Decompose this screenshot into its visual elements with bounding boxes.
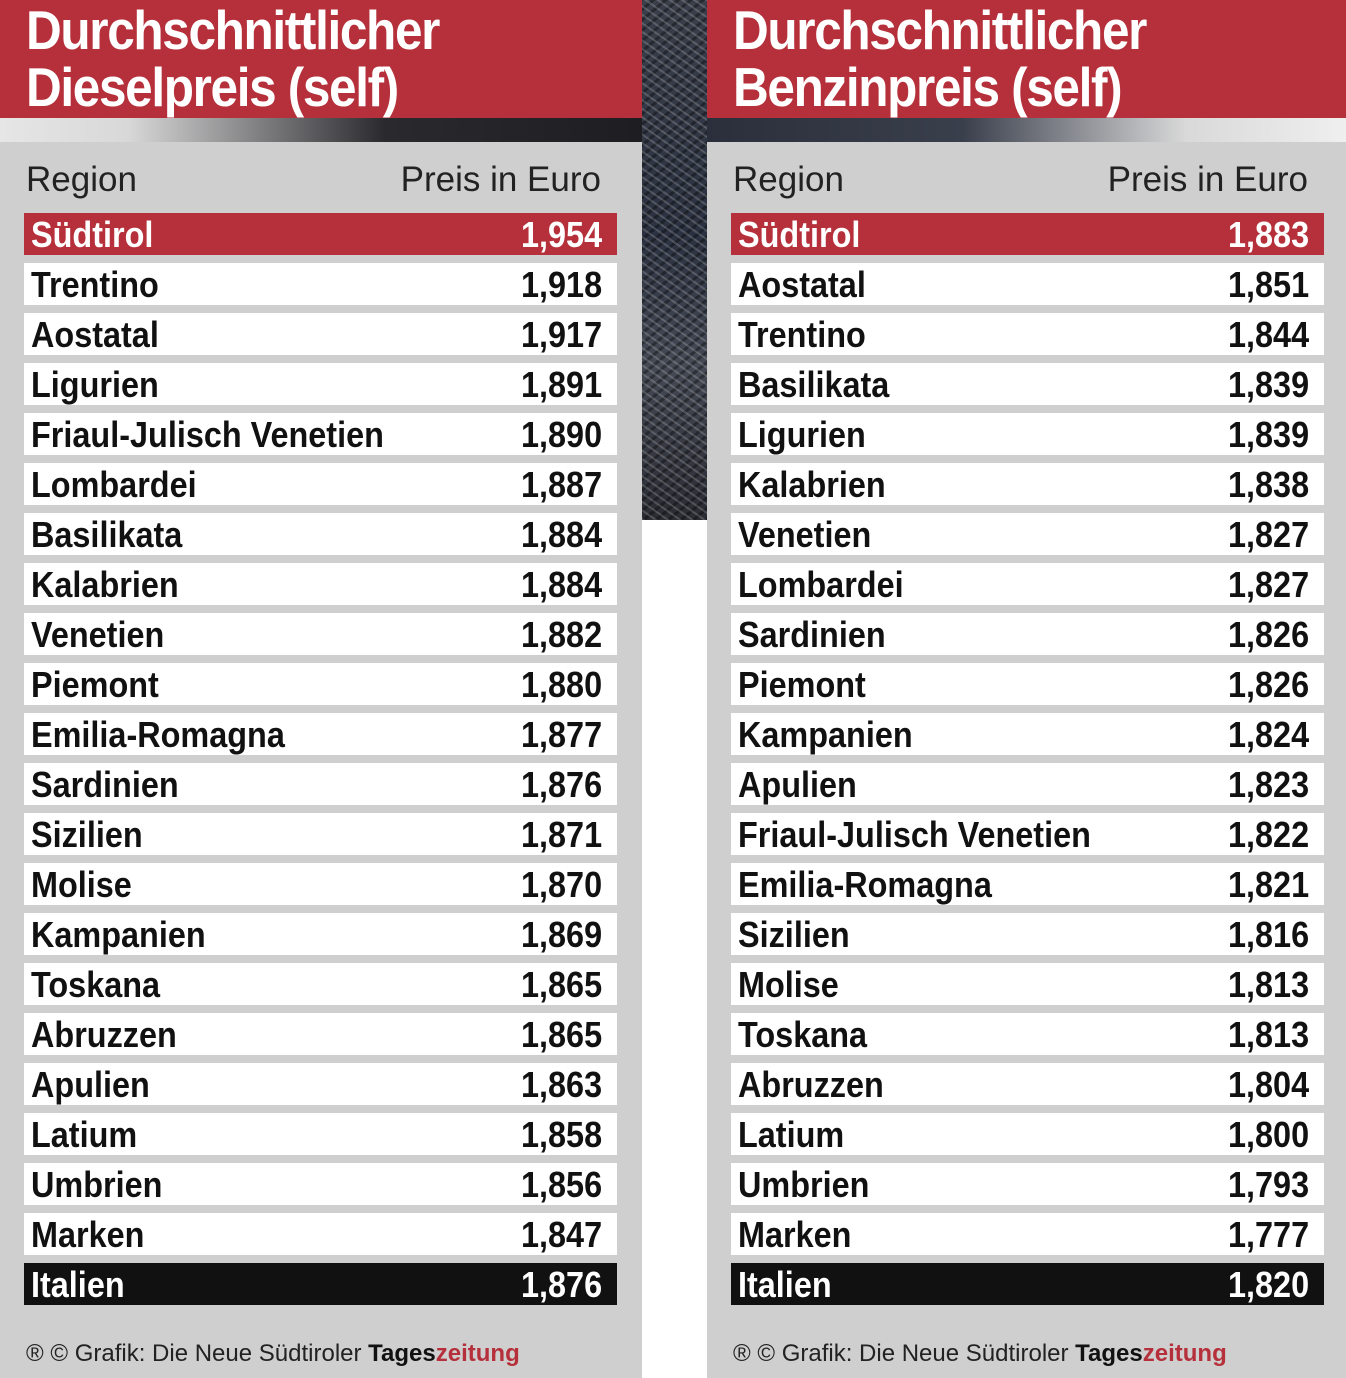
price-value: 1,918 bbox=[520, 264, 602, 305]
region-name: Trentino bbox=[738, 314, 866, 355]
region-name: Italien bbox=[738, 1264, 832, 1305]
diesel-header bbox=[0, 0, 642, 118]
table-row bbox=[24, 1063, 617, 1105]
table-row bbox=[24, 363, 617, 405]
region-name: Sardinien bbox=[31, 764, 179, 805]
price-value: 1,887 bbox=[520, 464, 602, 505]
region-name: Toskana bbox=[31, 964, 161, 1005]
price-value: 1,821 bbox=[1227, 864, 1309, 905]
price-value: 1,869 bbox=[520, 914, 602, 955]
price-value: 1,883 bbox=[1227, 214, 1309, 255]
region-name: Sizilien bbox=[738, 914, 850, 955]
column-header-region: Region bbox=[733, 160, 844, 199]
region-name: Friaul-Julisch Venetien bbox=[31, 414, 384, 455]
region-name: Ligurien bbox=[31, 364, 159, 405]
price-value: 1,917 bbox=[520, 314, 602, 355]
benzin-title-line1: Durchschnittlicher bbox=[733, 0, 1147, 61]
price-value: 1,820 bbox=[1227, 1264, 1309, 1305]
credit-text: ® © Grafik: Die Neue Südtiroler bbox=[733, 1340, 1069, 1367]
table-row bbox=[24, 913, 617, 955]
total-row bbox=[731, 1263, 1324, 1305]
table-row bbox=[731, 563, 1324, 605]
region-name: Ligurien bbox=[738, 414, 866, 455]
price-value: 1,863 bbox=[520, 1064, 602, 1105]
table-row bbox=[24, 1113, 617, 1155]
table-row bbox=[24, 613, 617, 655]
price-value: 1,871 bbox=[520, 814, 602, 855]
highlight-row bbox=[731, 213, 1324, 255]
table-row bbox=[24, 263, 617, 305]
table-row bbox=[24, 863, 617, 905]
benzin-header bbox=[707, 0, 1346, 118]
table-row bbox=[731, 263, 1324, 305]
column-header-price: Preis in Euro bbox=[1107, 160, 1308, 199]
region-name: Emilia-Romagna bbox=[738, 864, 992, 905]
table-row bbox=[24, 563, 617, 605]
price-value: 1,839 bbox=[1227, 414, 1309, 455]
region-name: Molise bbox=[31, 864, 132, 905]
price-value: 1,858 bbox=[520, 1114, 602, 1155]
benzin-column-headers bbox=[733, 158, 1308, 202]
table-row bbox=[731, 1013, 1324, 1055]
region-name: Venetien bbox=[31, 614, 165, 655]
credit-text: ® © Grafik: Die Neue Südtiroler bbox=[26, 1340, 362, 1367]
price-value: 1,954 bbox=[520, 214, 602, 255]
benzin-title bbox=[733, 2, 1146, 116]
price-value: 1,884 bbox=[520, 564, 602, 605]
table-row bbox=[731, 813, 1324, 855]
region-name: Marken bbox=[31, 1214, 145, 1255]
price-value: 1,870 bbox=[520, 864, 602, 905]
price-value: 1,876 bbox=[520, 764, 602, 805]
table-row bbox=[731, 463, 1324, 505]
table-row bbox=[731, 1063, 1324, 1105]
price-value: 1,816 bbox=[1227, 914, 1309, 955]
region-name: Marken bbox=[738, 1214, 852, 1255]
price-value: 1,847 bbox=[520, 1214, 602, 1255]
price-value: 1,827 bbox=[1227, 514, 1309, 555]
highlight-row bbox=[24, 213, 617, 255]
price-value: 1,851 bbox=[1227, 264, 1309, 305]
price-value: 1,880 bbox=[520, 664, 602, 705]
table-row bbox=[731, 513, 1324, 555]
brand-tages: Tages bbox=[1075, 1340, 1143, 1367]
region-name: Aostatal bbox=[31, 314, 159, 355]
table-row bbox=[24, 313, 617, 355]
region-name: Aostatal bbox=[738, 264, 866, 305]
region-name: Südtirol bbox=[738, 214, 861, 255]
region-name: Lombardei bbox=[31, 464, 197, 505]
region-name: Kalabrien bbox=[738, 464, 886, 505]
price-value: 1,827 bbox=[1227, 564, 1309, 605]
region-name: Latium bbox=[738, 1114, 845, 1155]
table-row bbox=[24, 1013, 617, 1055]
price-value: 1,826 bbox=[1227, 664, 1309, 705]
brand-zeitung: zeitung bbox=[435, 1340, 520, 1367]
price-value: 1,826 bbox=[1227, 614, 1309, 655]
region-name: Piemont bbox=[738, 664, 866, 705]
table-row bbox=[24, 663, 617, 705]
benzin-panel bbox=[707, 0, 1346, 1378]
table-row bbox=[24, 1163, 617, 1205]
table-row bbox=[731, 963, 1324, 1005]
region-name: Latium bbox=[31, 1114, 138, 1155]
table-row bbox=[731, 1113, 1324, 1155]
region-name: Südtirol bbox=[31, 214, 154, 255]
region-name: Molise bbox=[738, 964, 839, 1005]
diesel-rows bbox=[24, 213, 617, 1313]
region-name: Emilia-Romagna bbox=[31, 714, 285, 755]
price-value: 1,865 bbox=[520, 964, 602, 1005]
price-value: 1,856 bbox=[520, 1164, 602, 1205]
price-value: 1,777 bbox=[1227, 1214, 1309, 1255]
region-name: Abruzzen bbox=[31, 1014, 177, 1055]
region-name: Lombardei bbox=[738, 564, 904, 605]
diesel-panel bbox=[0, 0, 642, 1378]
table-row bbox=[24, 1213, 617, 1255]
benzin-photo-band bbox=[707, 118, 1346, 142]
diesel-footer-credit bbox=[26, 1340, 520, 1368]
table-row bbox=[731, 663, 1324, 705]
region-name: Toskana bbox=[738, 1014, 868, 1055]
diesel-title bbox=[26, 2, 439, 116]
region-name: Sardinien bbox=[738, 614, 886, 655]
price-value: 1,813 bbox=[1227, 964, 1309, 1005]
price-value: 1,882 bbox=[520, 614, 602, 655]
region-name: Piemont bbox=[31, 664, 159, 705]
price-value: 1,877 bbox=[520, 714, 602, 755]
table-row bbox=[24, 513, 617, 555]
table-row bbox=[731, 913, 1324, 955]
price-value: 1,822 bbox=[1227, 814, 1309, 855]
price-value: 1,793 bbox=[1227, 1164, 1309, 1205]
table-row bbox=[731, 613, 1324, 655]
region-name: Venetien bbox=[738, 514, 872, 555]
benzin-rows bbox=[731, 213, 1324, 1313]
column-header-price: Preis in Euro bbox=[400, 160, 601, 199]
region-name: Apulien bbox=[31, 1064, 150, 1105]
region-name: Kampanien bbox=[31, 914, 206, 955]
table-row bbox=[24, 413, 617, 455]
price-value: 1,823 bbox=[1227, 764, 1309, 805]
table-row bbox=[731, 413, 1324, 455]
price-value: 1,824 bbox=[1227, 714, 1309, 755]
benzin-table bbox=[707, 142, 1346, 1378]
diesel-photo-band bbox=[0, 118, 642, 142]
price-value: 1,844 bbox=[1227, 314, 1309, 355]
brand-tages: Tages bbox=[368, 1340, 436, 1367]
price-value: 1,804 bbox=[1227, 1064, 1309, 1105]
region-name: Basilikata bbox=[31, 514, 183, 555]
column-header-region: Region bbox=[26, 160, 137, 199]
region-name: Umbrien bbox=[738, 1164, 870, 1205]
total-row bbox=[24, 1263, 617, 1305]
region-name: Abruzzen bbox=[738, 1064, 884, 1105]
price-value: 1,876 bbox=[520, 1264, 602, 1305]
region-name: Italien bbox=[31, 1264, 125, 1305]
diesel-column-headers bbox=[26, 158, 601, 202]
table-row bbox=[731, 363, 1324, 405]
price-value: 1,839 bbox=[1227, 364, 1309, 405]
table-row bbox=[731, 713, 1324, 755]
table-row bbox=[24, 963, 617, 1005]
brand-zeitung: zeitung bbox=[1142, 1340, 1227, 1367]
price-value: 1,891 bbox=[520, 364, 602, 405]
region-name: Trentino bbox=[31, 264, 159, 305]
benzin-footer-credit bbox=[733, 1340, 1227, 1368]
table-row bbox=[731, 1163, 1324, 1205]
price-value: 1,884 bbox=[520, 514, 602, 555]
table-row bbox=[731, 863, 1324, 905]
region-name: Friaul-Julisch Venetien bbox=[738, 814, 1091, 855]
diesel-title-line2: Dieselpreis (self) bbox=[26, 56, 398, 118]
diesel-title-line1: Durchschnittlicher bbox=[26, 0, 440, 61]
region-name: Sizilien bbox=[31, 814, 143, 855]
table-row bbox=[731, 1213, 1324, 1255]
table-row bbox=[731, 313, 1324, 355]
table-row bbox=[731, 763, 1324, 805]
price-value: 1,890 bbox=[520, 414, 602, 455]
table-row bbox=[24, 713, 617, 755]
region-name: Basilikata bbox=[738, 364, 890, 405]
price-value: 1,838 bbox=[1227, 464, 1309, 505]
table-row bbox=[24, 463, 617, 505]
price-value: 1,800 bbox=[1227, 1114, 1309, 1155]
region-name: Apulien bbox=[738, 764, 857, 805]
table-row bbox=[24, 763, 617, 805]
background-photo-strip bbox=[642, 0, 708, 520]
price-value: 1,813 bbox=[1227, 1014, 1309, 1055]
region-name: Kalabrien bbox=[31, 564, 179, 605]
price-value: 1,865 bbox=[520, 1014, 602, 1055]
table-row bbox=[24, 813, 617, 855]
region-name: Umbrien bbox=[31, 1164, 163, 1205]
region-name: Kampanien bbox=[738, 714, 913, 755]
diesel-table bbox=[0, 142, 642, 1378]
benzin-title-line2: Benzinpreis (self) bbox=[733, 56, 1122, 118]
